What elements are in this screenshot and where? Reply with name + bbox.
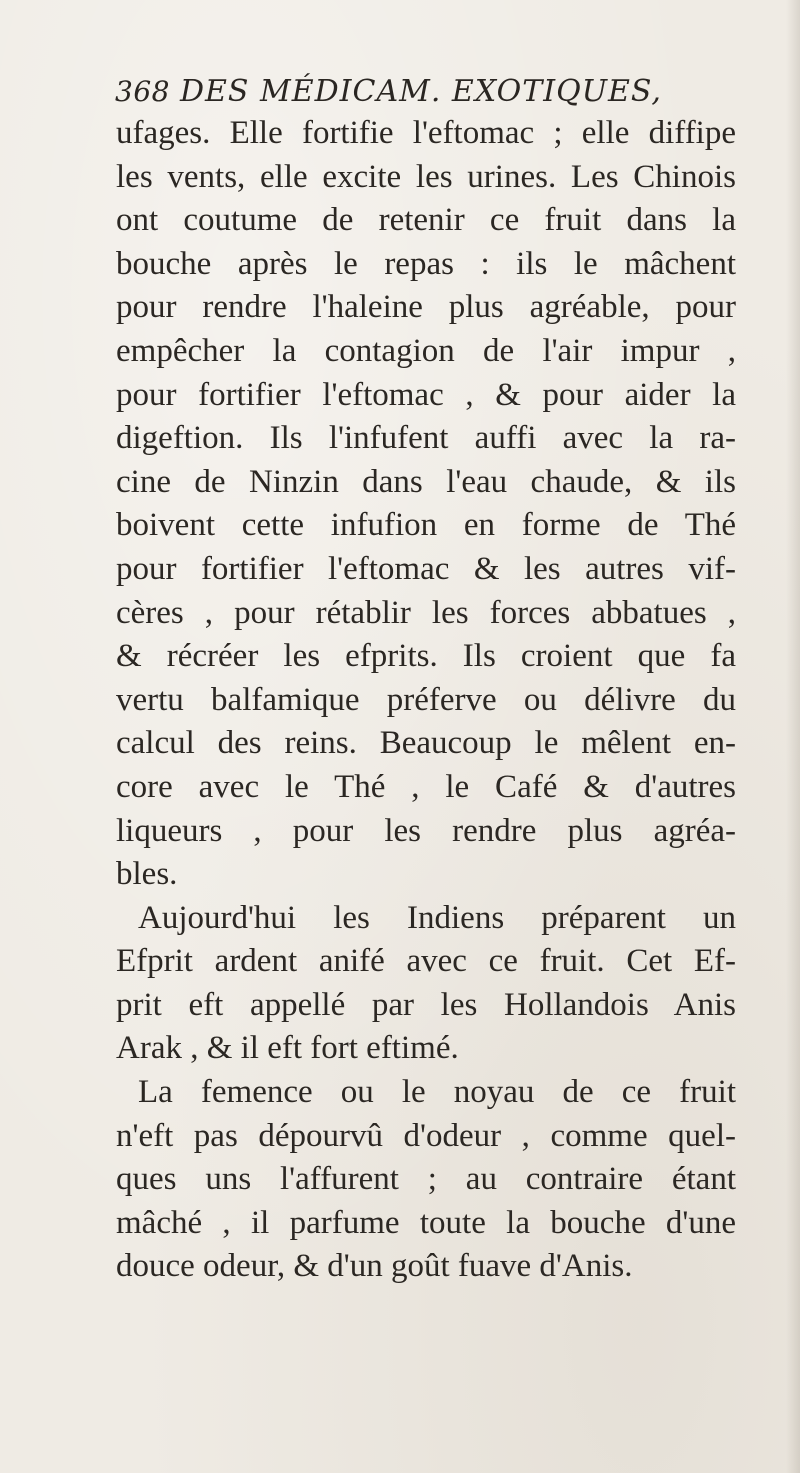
text-line: Arak , & il eft fort eftimé. xyxy=(116,1030,459,1067)
text-line: ufages. Elle fortifie l'eftomac ; elle diffipe xyxy=(116,115,736,151)
text-line: Efprit ardent anifé avec ce fruit. Cet Ef- xyxy=(116,943,736,980)
text-line: les vents, elle excite les urines. Les Chinois xyxy=(116,158,736,195)
text-line: boivent cette infufion en forme de Thé xyxy=(116,507,736,544)
text-line: ques uns l'affurent ; au contraire étant xyxy=(116,1161,736,1198)
text-line: & récréer les efprits. Ils croient que fa xyxy=(116,638,736,675)
text-line: core avec le Thé , le Café & d'autres xyxy=(116,768,736,805)
running-title: DES MÉDICAM. EXOTIQUES, xyxy=(179,74,662,109)
text-line: Aujourd'hui les Indiens préparent un xyxy=(138,899,736,936)
body-text xyxy=(116,112,736,1289)
text-line: mâché , il parfume toute la bouche d'une xyxy=(116,1204,736,1241)
text-line: liqueurs , pour les rendre plus agréa- xyxy=(116,812,736,849)
page-header xyxy=(115,74,735,116)
text-line: La femence ou le noyau de ce fruit xyxy=(138,1074,736,1111)
text-line: n'eft pas dépourvû d'odeur , comme quel- xyxy=(116,1117,736,1154)
text-line: bles. xyxy=(116,856,178,893)
text-line: prit eft appellé par les Hollandois Anis xyxy=(116,986,736,1023)
text-line: pour rendre l'haleine plus agréable, pour xyxy=(116,289,736,326)
page-edge-shadow xyxy=(786,0,800,1473)
text-line: empêcher la contagion de l'air impur , xyxy=(116,332,736,369)
text-line: pour fortifier l'eftomac , & pour aider la xyxy=(116,376,736,413)
text-line: digeftion. Ils l'infufent auffi avec la ra- xyxy=(116,420,736,457)
text-line: douce odeur, & d'un goût fuave d'Anis. xyxy=(116,1248,633,1285)
text-line: ont coutume de retenir ce fruit dans la xyxy=(116,202,736,239)
text-line: cine de Ninzin dans l'eau chaude, & ils xyxy=(116,463,736,500)
text-line: cères , pour rétablir les forces abbatues , xyxy=(116,594,736,631)
text-line: calcul des reins. Beaucoup le mêlent en- xyxy=(116,725,736,762)
text-line: pour fortifier l'eftomac & les autres vif- xyxy=(116,550,736,587)
page-number: 368 xyxy=(115,75,170,108)
text-line: vertu balfamique préferve ou délivre du xyxy=(116,681,736,718)
text-line: bouche après le repas : ils le mâchent xyxy=(116,245,736,282)
